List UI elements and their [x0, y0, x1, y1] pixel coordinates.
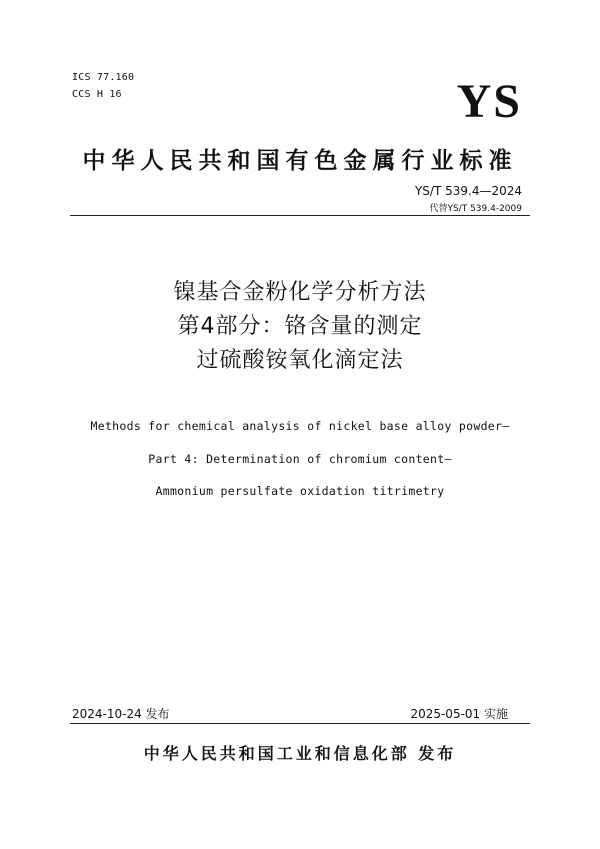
standard-code: YS/T 539.4—2024 [414, 184, 522, 198]
replaces-standard: 代替YS/T 539.4-2009 [429, 204, 522, 214]
title-cn-line1: 镍基合金粉化学分析方法 [173, 280, 427, 305]
title-en-line3: Ammonium persulfate oxidation titrimetry [155, 484, 445, 498]
implementation-date: 2025-05-01 实施 [410, 707, 508, 721]
publisher: 中华人民共和国工业和信息化部 发布 [143, 744, 457, 763]
title-en-line2: Part 4: Determination of chromium content— [148, 452, 452, 466]
ys-logo: YS [456, 75, 522, 128]
title-cn-line2: 第4部分：铬含量的测定 [177, 314, 423, 339]
ccs-code: CCS H 16 [72, 89, 122, 100]
bottom-divider [70, 723, 530, 724]
issue-date: 2024-10-24 发布 [72, 707, 170, 721]
top-divider [70, 215, 530, 216]
title-en-line1: Methods for chemical analysis of nickel base alloy powder— [90, 419, 510, 433]
standard-category-title: 中华人民共和国有色金属行业标准 [82, 148, 518, 174]
ics-code: ICS 77.160 [72, 72, 135, 83]
title-cn-line3: 过硫酸铵氧化滴定法 [196, 348, 404, 373]
